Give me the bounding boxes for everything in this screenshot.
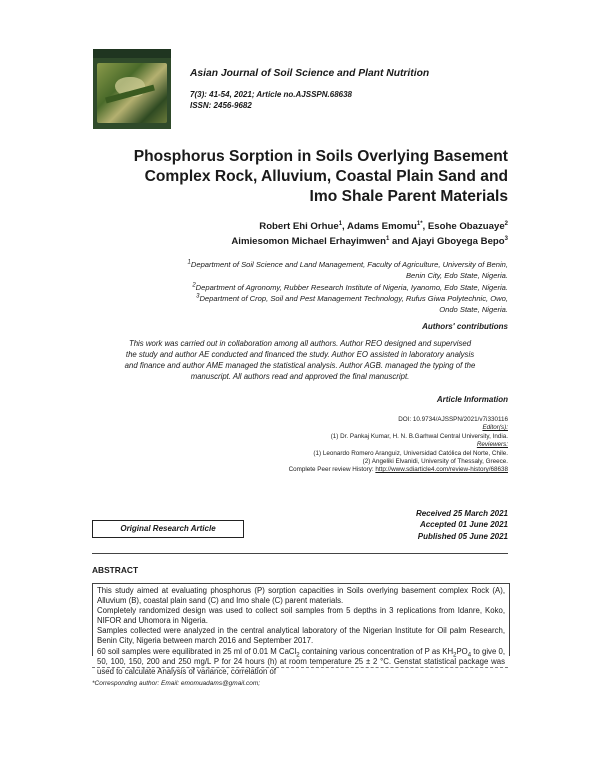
- author-name: Aimiesomon Michael Erhayimwen: [231, 236, 386, 247]
- journal-volume: 7(3): 41-54, 2021; Article no.AJSSPN.68638: [190, 90, 353, 99]
- abstract-paragraph: 60 soil samples were equilibrated in 25 ml of 0.01 M CaCl$_2$ containing various concentration of P as $KH_2PO_4$ to give 0, 50, 100, 150, 200 and 250 mg/L P for 24 hours (h) at room temperature 25 ± 2 °C. Genstat statistical package was used to calculate Analysis of variance, correlation of: [97, 646, 505, 676]
- reviewer: (1) Leonardo Romero Aranguiz, Universidad Católica del Norte, Chile.: [313, 449, 508, 457]
- title-line: Phosphorus Sorption in Soils Overlying Basement: [133, 148, 508, 165]
- journal-issn: ISSN: 2456-9682: [190, 101, 252, 110]
- published-date: Published 05 June 2021: [417, 531, 508, 541]
- divider: [92, 553, 508, 554]
- abstract-heading: ABSTRACT: [92, 565, 139, 575]
- peer-review-link[interactable]: http://www.sdiarticle4.com/review-history/68638: [375, 466, 508, 474]
- reviewers-label: Reviewers:: [476, 441, 508, 449]
- affiliations: $^1$Department of Soil Science and Land Management, Faculty of Agriculture, University of Benin, Benin City, Edo State, Nigeria. $^2$Department of Agronomy, Rubber Research Institute of Nigeria, Iyanomo, Edo State, Nigeria. $^3$Department of Crop, Soil and Pest Management Technology, Rufus Giwa Polytechnic, Owo, Ondo State, Nigeria.: [88, 259, 508, 315]
- peer-review-label: Complete Peer review History:: [288, 466, 376, 474]
- contributions-heading: Authors' contributions: [422, 322, 508, 331]
- editor: (1) Dr. Pankaj Kumar, H. N. B.Garhwal Central University, India.: [330, 432, 508, 440]
- title-line: Complex Rock, Alluvium, Coastal Plain Sand and: [144, 168, 508, 185]
- footnote-divider: [92, 667, 508, 668]
- author-name: Adams Emomu: [347, 221, 417, 232]
- article-details: [178, 416, 508, 475]
- received-date: Received 25 March 2021: [415, 509, 508, 518]
- paper-title: [88, 147, 508, 207]
- title-line: Imo Shale Parent Materials: [309, 188, 508, 205]
- doi: DOI: 10.9734/AJSSPN/2021/v7i330116: [398, 416, 508, 423]
- reviewer: (2) Angeliki Elvanidi, University of Thessaly, Greece.: [362, 458, 508, 466]
- journal-cover-image: [93, 49, 171, 129]
- abstract-paragraph: This study aimed at evaluating phosphorus (P) sorption capacities in Soils overlying basement complex Rock (A), Alluvium (B), coastal plain sand (C) and Imo shale (C) parent materials.: [97, 586, 505, 606]
- accepted-date: Accepted 01 June 2021: [419, 520, 508, 530]
- affiliation-line: Department of Soil Science and Land Management, Faculty of Agriculture, University of Benin,: [190, 260, 508, 269]
- editors-label: Editor(s):: [482, 424, 508, 432]
- author-name: Esohe Obazuaye: [427, 221, 505, 232]
- cover-band: [93, 49, 171, 58]
- author-name: Robert Ehi Orhue: [259, 221, 339, 232]
- author-list: Robert Ehi Orhue$^1$, Adams Emomu$^{1*}$, Esohe Obazuaye$^2$ Aimiesomon Michael Erhayimwen$^1$ and Ajayi Gboyega Bepo$^3$: [231, 220, 508, 247]
- corresponding-author-footnote: *Corresponding author: Email: emomuadams@gmail.com;: [92, 680, 261, 687]
- affiliation-line: Benin City, Edo State, Nigeria.: [405, 271, 508, 281]
- affiliation-line: Department of Crop, Soil and Pest Management Technology, Rufus Giwa Polytechnic, Owo,: [199, 293, 508, 303]
- article-type-box: Original Research Article: [92, 520, 244, 538]
- article-info-heading: Article Information: [436, 395, 508, 404]
- affiliation-line: Ondo State, Nigeria.: [439, 305, 508, 315]
- journal-name: Asian Journal of Soil Science and Plant Nutrition: [190, 68, 430, 79]
- abstract-box: [92, 583, 510, 676]
- contributions-text: This work was carried out in collaboration among all authors. Author REO designed and supervised the study and author AE conducted and financed the study. Author EO assisted in laboratory analysis and finance and author AME managed the statistical analysis. Author AGB. managed the typing of the manuscript. All authors read and approved the final manuscript.: [124, 339, 476, 381]
- abstract-paragraph: Completely randomized design was used to collect soil samples from 5 depths in 3 replications from Idanre, Koko, NIFOR and Uhomora in Nigeria.: [97, 606, 505, 626]
- article-dates: [308, 508, 508, 542]
- abstract-paragraph: Samples collected were analyzed in the central analytical laboratory of the Nigerian Institute for Oil palm Research, Benin City, Nigeria between march 2016 and September 2017.: [97, 626, 505, 646]
- affiliation-line: Department of Agronomy, Rubber Research Institute of Nigeria, Iyanomo, Edo State, Nigeria.: [195, 282, 508, 292]
- author-name: Ajayi Gboyega Bepo: [411, 236, 505, 247]
